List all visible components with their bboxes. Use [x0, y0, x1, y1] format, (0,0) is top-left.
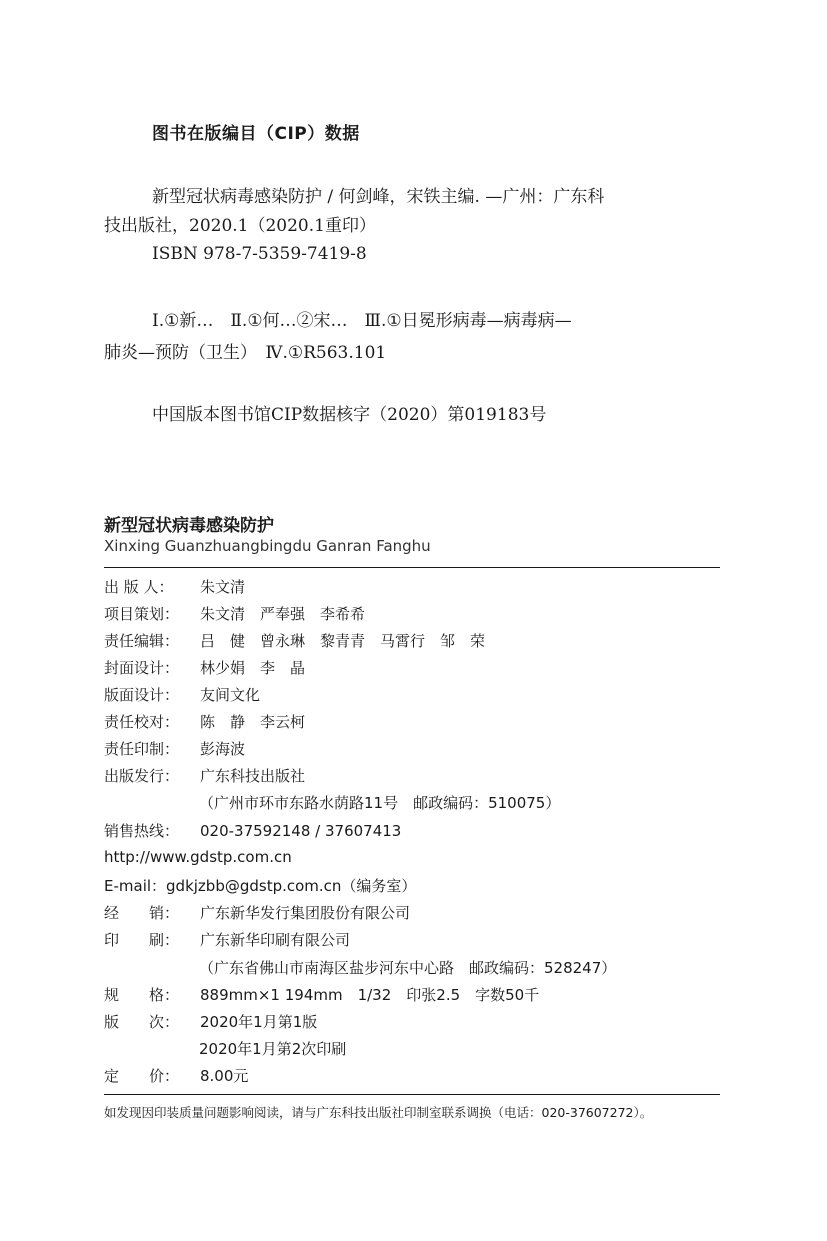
credit-project-planning: 项目策划： 朱文清 严奉强 李希希: [104, 605, 366, 623]
credit-editors: 责任编辑： 吕 健 曾永琳 黎青青 马霄行 邹 荣: [104, 632, 486, 650]
distributor: 经 销： 广东新华发行集团股份有限公司: [104, 904, 411, 922]
printer-address: （广东省佛山市南海区盐步河东中心路 邮政编码：528247）: [199, 959, 617, 977]
bottom-rule: [104, 1094, 720, 1095]
cip-isbn: ISBN 978-7-5359-7419-8: [152, 244, 367, 264]
book-title: 新型冠状病毒感染防护: [104, 516, 274, 536]
website-link[interactable]: http://www.gdstp.com.cn: [104, 848, 292, 866]
price: 定 价： 8.00元: [104, 1067, 249, 1085]
printing-record: 2020年1月第2次印刷: [199, 1040, 347, 1058]
cip-classification-line2: 肺炎—预防（卫生） Ⅳ.①R563.101: [104, 343, 387, 363]
printer: 印 刷： 广东新华印刷有限公司: [104, 931, 351, 949]
cip-classification-line1: Ⅰ.①新… Ⅱ.①何…②宋… Ⅲ.①日冕形病毒—病毒病—: [152, 311, 572, 331]
publisher-address: （广州市环市东路水荫路11号 邮政编码：510075）: [199, 794, 561, 812]
credit-layout-design: 版面设计： 友间文化: [104, 686, 261, 704]
top-rule: [104, 567, 720, 568]
specifications: 规 格： 889mm×1 194mm 1/32 印张2.5 字数50千: [104, 986, 540, 1004]
cip-heading: 图书在版编目（CIP）数据: [152, 124, 360, 144]
credit-proofreading: 责任校对： 陈 静 李云柯: [104, 713, 306, 731]
book-pinyin: Xinxing Guanzhuangbingdu Ganran Fanghu: [104, 537, 431, 555]
cip-title-line: 新型冠状病毒感染防护 / 何剑峰，宋铁主编. —广州：广东科: [152, 187, 605, 207]
credit-print-manager: 责任印制： 彭海波: [104, 740, 246, 758]
credit-publisher-person: 出 版 人： 朱文清: [104, 578, 246, 596]
credit-cover-design: 封面设计： 林少娟 李 晶: [104, 659, 306, 677]
cip-publisher-line: 技出版社，2020.1（2020.1重印）: [104, 216, 376, 236]
cip-record-number: 中国版本图书馆CIP数据核字（2020）第019183号: [152, 405, 547, 425]
sales-hotline: 销售热线： 020-37592148 / 37607413: [104, 822, 402, 840]
footer-note: 如发现因印装质量问题影响阅读，请与广东科技出版社印制室联系调换（电话：020-37607272）。: [104, 1105, 653, 1120]
edition: 版 次： 2020年1月第1版: [104, 1013, 318, 1031]
credit-publisher: 出版发行： 广东科技出版社: [104, 767, 306, 785]
email-address[interactable]: E-mail：gdkjzbb@gdstp.com.cn（编务室）: [104, 877, 417, 895]
